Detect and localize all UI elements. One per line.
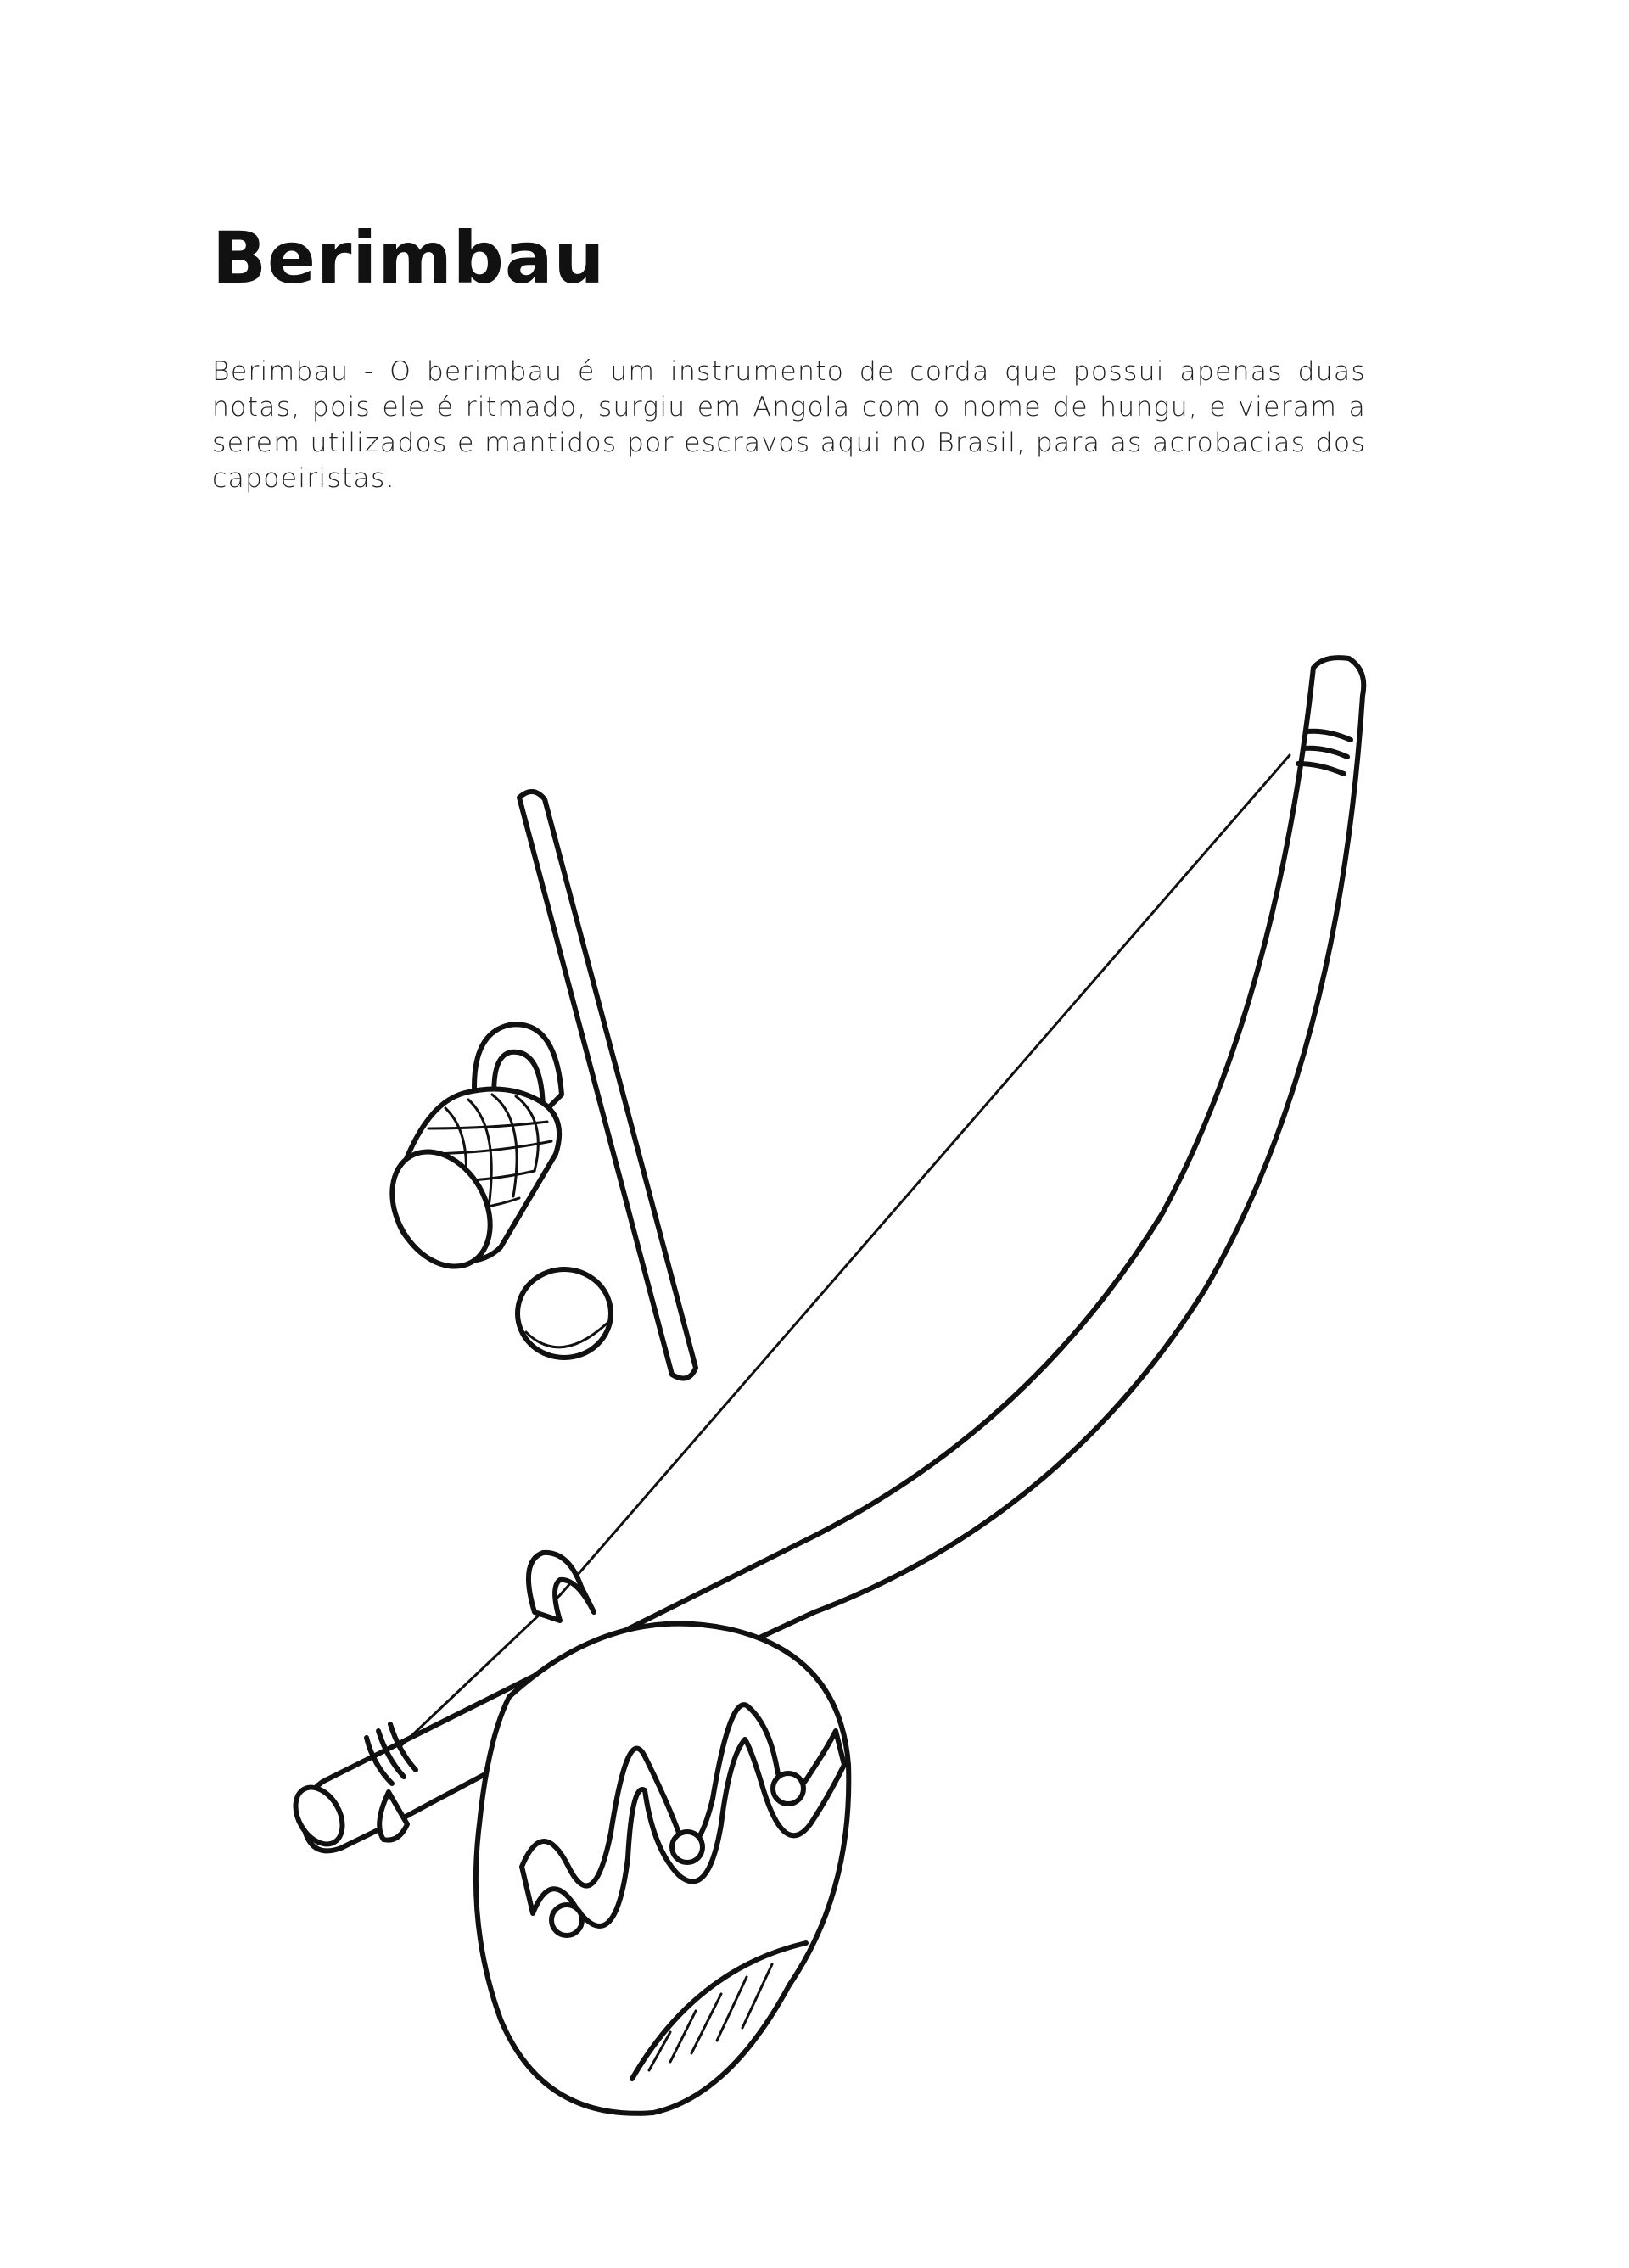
caxixi-rattle (372, 1024, 562, 1284)
page-title: Berimbau (212, 216, 606, 300)
dobrao-coin (518, 1269, 611, 1358)
description-paragraph: Berimbau - O berimbau é um instrumento de corda que possui apenas duas notas, pois ele é ritmado, surgiu em Angola com o nome de hungu, e vieram a serem utilizados e mantidos por escravos aqui no Brasil, para as acrobacias dos capoeiristas. (212, 356, 1366, 494)
cabaca-gourd (476, 1553, 848, 2114)
